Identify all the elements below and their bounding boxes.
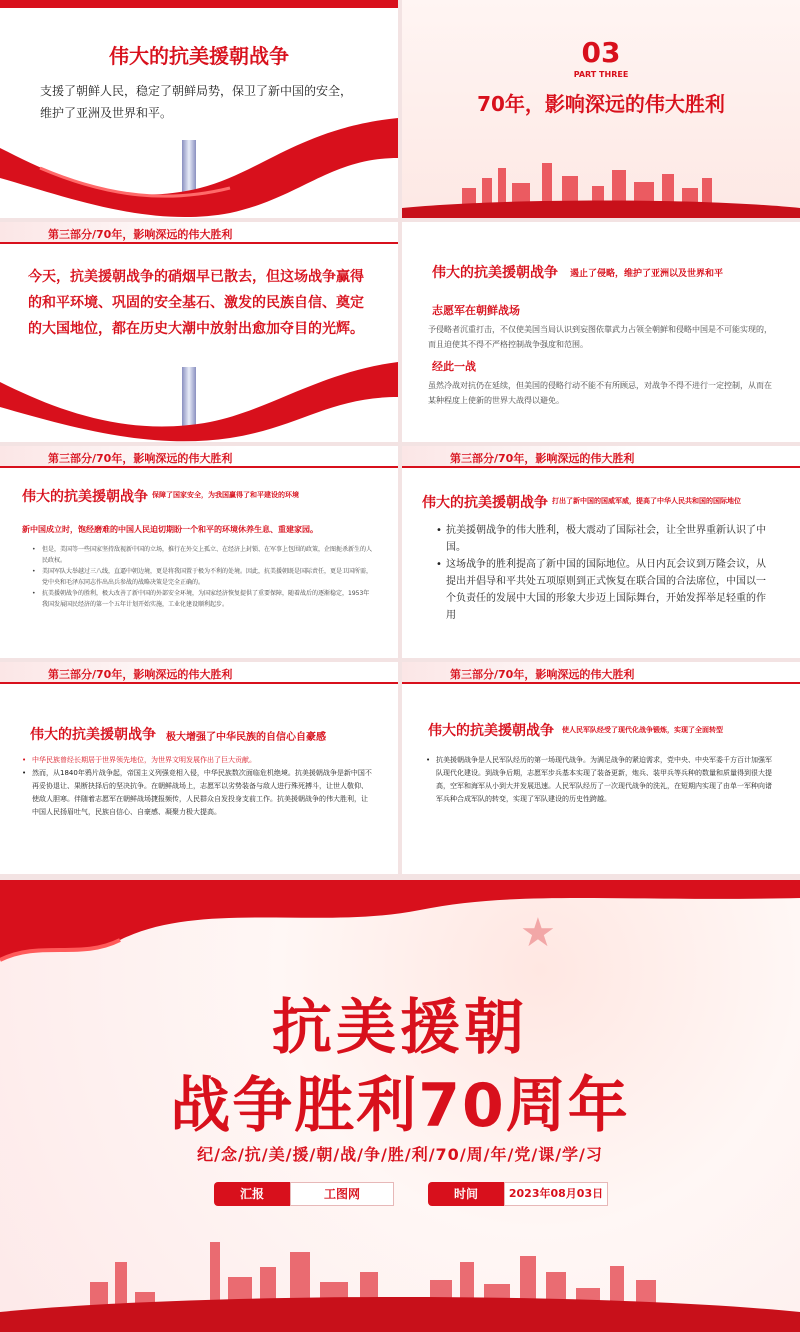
slide5-subtitle: 保障了国家安全，为我国赢得了和平建设的环境: [152, 491, 299, 499]
cover-title-2: 战争胜利70周年: [170, 1071, 630, 1141]
section-header-text: 第三部分/70年，影响深远的伟大胜利: [48, 668, 233, 681]
section-header-text: 第三部分/70年，影响深远的伟大胜利: [450, 668, 635, 681]
slide3-text: 今天，抗美援朝战争的硝烟早已散去，但这场战争赢得的和平环境、巩固的安全基石、激发的民族自信、奠定的大国地位，都在历史大潮中放射出愈加夺目的光辉。: [28, 269, 364, 337]
list-item: • 这场战争的胜利提高了新中国的国际地位。从日内瓦会议到万隆会议，从提出并倡导和平共处五项原则到正式恢复在联合国的合法席位，中国以一个负责任的发展中大国的形象大步迈上国际舞台，开始发挥举足轻重的作用: [434, 556, 770, 624]
slide-7: [0, 662, 398, 874]
city-skyline: [402, 148, 800, 218]
slide-6: [402, 446, 800, 658]
slide-1: [0, 0, 398, 218]
slide6-title: 伟大的抗美援朝战争: [422, 495, 548, 511]
slide4-title: 伟大的抗美援朝战争: [432, 265, 558, 281]
slide7-bullets: [20, 754, 374, 819]
cover-slide: [0, 880, 800, 1332]
slide4-heading-2: 经此一战: [432, 360, 476, 373]
section-header-text: 第三部分/70年，影响深远的伟大胜利: [48, 228, 233, 241]
section-header: [0, 446, 398, 468]
report-label: 汇报: [214, 1182, 290, 1206]
slide6-bullets: [434, 522, 770, 624]
slide2-title: 70年，影响深远的伟大胜利: [477, 92, 725, 116]
slide5-title: 伟大的抗美援朝战争: [22, 489, 148, 505]
list-item: • 抗美援朝战争的伟大胜利，极大震动了国际社会，让全世界重新认识了中国。: [434, 522, 770, 556]
list-item: • 然而，从1840年鸦片战争起，帝国主义列强竞相入侵，中华民族数次面临危机绝境。抗美援朝战争是新中国不再妥协退让、果断抉择后的坚决抗争。在朝鲜战场上，志愿军以劣势装备与敌人进行殊死搏斗，让世人敬仰、使敌人胆寒。伴随着志愿军在朝鲜战场捷报频传，人民群众自发投身支前工作。抗美援朝战争的伟大胜利，让中国人民扬眉吐气，民族自信心、自豪感、凝聚力极大提高。: [20, 767, 374, 819]
slide4-subtitle: 遏止了侵略，维护了亚洲以及世界和平: [570, 269, 724, 279]
star-emblem: ★: [520, 910, 556, 956]
cover-subtitle: 纪/念/抗/美/援/朝/战/争/胜/利/70/周/年/党/课/学/习: [197, 1145, 603, 1164]
slide5-bullets: [30, 544, 374, 610]
slide-4: [402, 222, 800, 442]
slide5-lead: 新中国成立时，饱经磨难的中国人民迫切期盼一个和平的环境休养生息、重建家园。: [22, 525, 318, 534]
slide8-bullets: [424, 754, 772, 806]
red-ribbon: [0, 352, 398, 442]
slide4-para-2: 虽然冷战对抗仍在延续，但美国的侵略行动不能不有所顾忌，对战争不得不进行一定控制，从而在某种程度上使新的世界大战得以避免。: [428, 381, 772, 405]
slide8-subtitle: 使人民军队经受了现代化战争锻炼，实现了全面转型: [562, 726, 723, 734]
top-strip: [0, 0, 398, 8]
slide-8: [402, 662, 800, 874]
list-item: • 但是，美国等一些国家坚持敌视新中国的立场，推行在外交上孤立、在经济上封锁、在军事上包围的政策，企图扼杀新生的人民政权。: [30, 544, 374, 566]
slide4-para-1: 予侵略者沉重打击，不仅使美国当局认识到妄图依靠武力占领全朝鲜和侵略中国是不可能实现的，而且迫使其不得不严格控制战争强度和范围。: [428, 325, 772, 349]
list-item: • 抗美援朝战争是人民军队经历的第一场现代战争。为满足战争的紧迫需求，党中央、中央军委千方百计加强军队现代化建设。到战争后期，志愿军步兵基本实现了装备更新，炮兵、装甲兵等兵种的数量和质量得到很大提高，空军和海军从小到大并发展迅速。人民军队经历了一次现代战争的洗礼，在短期内实现了由单一军种向诸军兵种合成军队的转变，实现了军队建设的历史性跨越。: [424, 754, 772, 806]
slide1-text: 支援了朝鲜人民，稳定了朝鲜局势，保卫了新中国的安全，维护了亚洲及世界和平。: [40, 84, 353, 120]
red-ribbon: [0, 118, 398, 218]
reporter-value: 工图网: [290, 1182, 394, 1206]
slide1-title: 伟大的抗美援朝战争: [109, 44, 289, 68]
slide-3: [0, 222, 398, 442]
section-header: [402, 446, 800, 468]
slide8-title: 伟大的抗美援朝战争: [428, 723, 554, 739]
city-skyline: [0, 1222, 800, 1332]
slide7-title: 伟大的抗美援朝战争: [30, 727, 156, 743]
list-item: • 抗美援朝战争的胜利，极大改善了新中国的外部安全环境，为国家经济恢复提供了重要保障，随着战后的逐渐稳定，1953年我国发展国民经济的第一个五年计划开始实施，工业化建设顺利起步。: [30, 588, 374, 610]
time-label: 时间: [428, 1182, 504, 1206]
slide4-heading-1: 志愿军在朝鲜战场: [432, 304, 520, 317]
slide6-subtitle: 打出了新中国的国威军威，提高了中华人民共和国的国际地位: [552, 497, 741, 505]
list-item: • 美国军队大举越过三八线，直逼中朝边境，更是将我国置于极为不利的处境。因此，抗美援朝既是国际责任，更是卫国所需，党中央和毛泽东同志作出出兵参战的战略决策是完全正确的。: [30, 566, 374, 588]
section-header: [402, 662, 800, 684]
date-value: 2023年08月03日: [504, 1182, 608, 1206]
slide7-subtitle: 极大增强了中华民族的自信心自豪感: [166, 732, 326, 743]
slide2-part: PART THREE: [573, 70, 629, 79]
section-header-text: 第三部分/70年，影响深远的伟大胜利: [450, 452, 635, 465]
section-header-text: 第三部分/70年，影响深远的伟大胜利: [48, 452, 233, 465]
section-header: [0, 222, 398, 244]
slide-2: [402, 0, 800, 218]
section-header: [0, 662, 398, 684]
list-item: • 中华民族曾经长期居于世界领先地位，为世界文明发展作出了巨大贡献。: [20, 754, 374, 767]
slide2-number: 03: [581, 36, 621, 69]
cover-title-1: 抗美援朝: [272, 993, 528, 1063]
slide-5: [0, 446, 398, 658]
